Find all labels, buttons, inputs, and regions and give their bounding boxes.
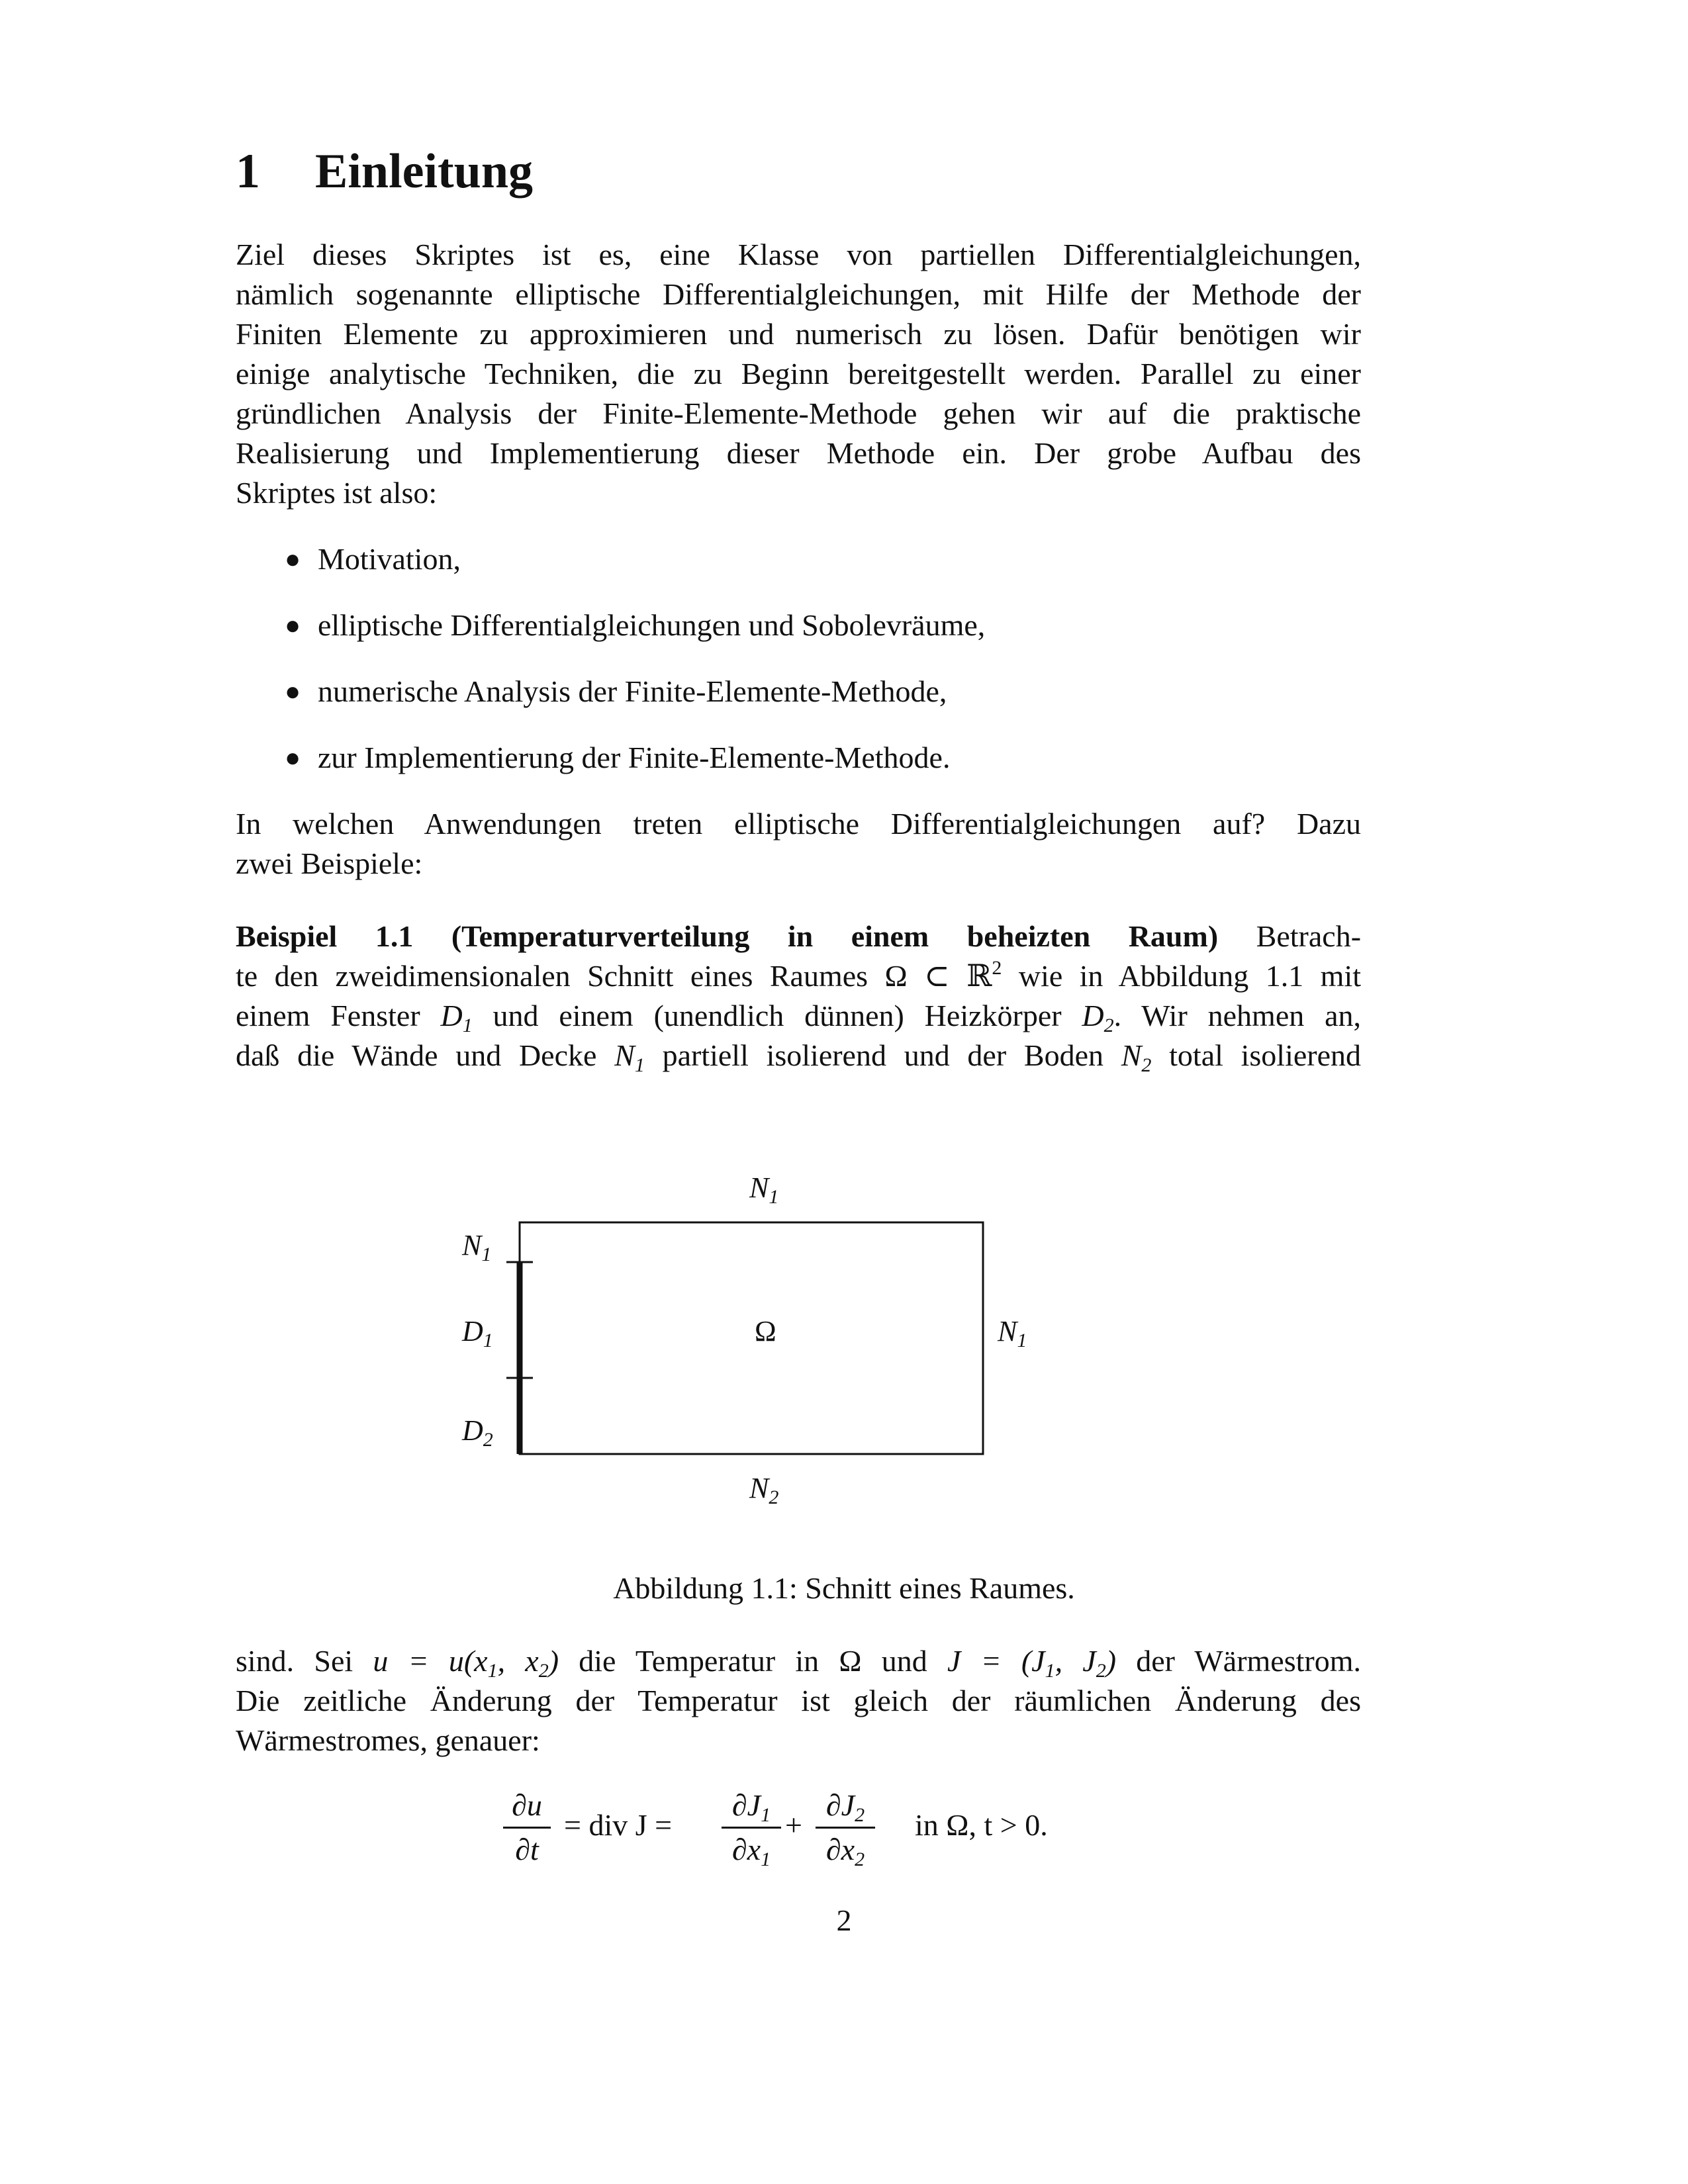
var-letter: D: [440, 999, 463, 1032]
bullet-icon: ●: [285, 610, 301, 640]
expr-part: , J: [1055, 1644, 1096, 1678]
example-text: wie in Abbildung 1.1 mit: [1018, 959, 1361, 993]
subscript: 2: [1103, 1015, 1114, 1036]
bullet-icon: ●: [285, 676, 301, 706]
label-domain: Ω: [755, 1315, 776, 1347]
expr-part: J = (J: [947, 1644, 1045, 1678]
subscript: 1: [487, 1660, 498, 1681]
heatflow-expr: [947, 1644, 1117, 1681]
superscript: 2: [992, 957, 1002, 979]
after-line: [236, 1641, 1361, 1681]
label-letter: N: [749, 1171, 769, 1204]
fraction-numerator: ∂u: [512, 1788, 542, 1822]
after-line: Wärmestromes, genauer:: [236, 1723, 540, 1757]
example-text: einem Fenster: [236, 999, 420, 1032]
fraction-dJ2-dx2: [816, 1787, 875, 1868]
label-radiator: [462, 1414, 493, 1451]
example-text: partiell isolierend und der Boden: [662, 1038, 1103, 1072]
label-letter: D: [462, 1414, 483, 1447]
subscript: 1: [769, 1186, 779, 1208]
fraction-bar: [816, 1827, 875, 1829]
fraction-denominator: [722, 1831, 781, 1868]
fraction-denominator: [816, 1831, 875, 1868]
subscript: 1: [1045, 1660, 1055, 1681]
subscript: 2: [855, 1804, 865, 1826]
subscript: 2: [483, 1429, 493, 1451]
example-text: daß die Wände und Decke: [236, 1038, 597, 1072]
after-text: sind. Sei: [236, 1644, 353, 1678]
expr-part: , x: [497, 1644, 539, 1678]
subscript: 1: [483, 1330, 493, 1351]
label-letter: D: [462, 1315, 483, 1347]
intro-line: Ziel dieses Skriptes ist es, eine Klasse von partiellen Differentialgleichungen,: [236, 238, 1361, 271]
subscript: 1: [1017, 1330, 1027, 1351]
label-window: [462, 1315, 493, 1351]
label-wall-upper: [462, 1229, 492, 1265]
label-ceiling: [749, 1171, 779, 1208]
fraction-denominator: ∂t: [515, 1833, 539, 1866]
label-letter: N: [998, 1315, 1017, 1347]
page-number: 2: [836, 1903, 852, 1937]
fraction-numerator: [816, 1787, 875, 1824]
temperature-expr: [373, 1644, 559, 1681]
list-item-text: Motivation,: [318, 542, 461, 576]
intro-line: nämlich sogenannte elliptische Differentialgleichungen, mit Hilfe der Methode der: [236, 277, 1361, 311]
figure-caption: Abbildung 1.1: Schnitt eines Raumes.: [613, 1571, 1075, 1605]
equation-domain: in Ω, t > 0.: [915, 1808, 1048, 1842]
subscript: 2: [769, 1486, 779, 1508]
room-outline: [520, 1222, 983, 1454]
subscript: 1: [462, 1015, 473, 1036]
list-item-text: elliptische Differentialgleichungen und Sobolevräume,: [318, 608, 986, 642]
subscript: 2: [1096, 1660, 1106, 1681]
section-title: Einleitung: [315, 144, 533, 199]
subscript: 1: [761, 1848, 771, 1870]
example-text: und einem (unendlich dünnen) Heizkörper: [492, 999, 1062, 1032]
subscript: 2: [538, 1660, 549, 1681]
after-text: die Temperatur in Ω und: [579, 1644, 927, 1678]
fraction-numerator: [722, 1787, 781, 1824]
section-number: 1: [236, 144, 260, 199]
example-text: te den zweidimensionalen Schnitt eines Raumes Ω ⊂ ℝ: [236, 959, 992, 993]
intro-line: gründlichen Analysis der Finite-Elemente-Methode gehen wir auf die praktische: [236, 396, 1361, 430]
list-item-text: zur Implementierung der Finite-Elemente-Methode.: [318, 741, 951, 774]
subscript: 1: [481, 1244, 492, 1265]
expr-part: ∂x: [731, 1833, 761, 1866]
list-item-text: numerische Analysis der Finite-Elemente-Methode,: [318, 674, 947, 708]
var-letter: D: [1082, 999, 1104, 1032]
expr-part: u = u(x: [373, 1644, 488, 1678]
fraction-bar: [503, 1827, 551, 1829]
var-letter: N: [1121, 1038, 1142, 1072]
intro-line: Realisierung und Implementierung dieser Methode ein. Der grobe Aufbau des: [236, 436, 1361, 470]
bullet-icon: ●: [285, 743, 301, 772]
question-line: zwei Beispiele:: [236, 846, 423, 880]
equation-middle: = div J =: [564, 1808, 673, 1842]
example-text: total isolierend: [1169, 1038, 1361, 1072]
fraction-du-dt: [503, 1787, 551, 1868]
expr-part: ∂x: [825, 1833, 855, 1866]
subscript: 2: [1141, 1054, 1152, 1075]
question-line: In welchen Anwendungen treten elliptische Differentialgleichungen auf? Dazu: [236, 807, 1361, 841]
bullet-icon: ●: [285, 544, 301, 574]
example-title: (Temperaturverteilung in einem beheizten Raum): [451, 919, 1219, 953]
after-text: der Wärmestrom.: [1136, 1644, 1361, 1678]
intro-line: Skriptes ist also:: [236, 476, 438, 510]
label-letter: N: [749, 1472, 769, 1504]
label-letter: N: [462, 1229, 482, 1261]
expr-part: ∂J: [825, 1788, 855, 1822]
after-line: Die zeitliche Änderung der Temperatur ist gleich der räumlichen Änderung des: [236, 1684, 1361, 1717]
subscript: 1: [634, 1054, 645, 1075]
plus-sign: +: [785, 1808, 802, 1842]
var-letter: N: [614, 1038, 635, 1072]
intro-line: Finiten Elemente zu approximieren und numerisch zu lösen. Dafür benötigen wir: [236, 317, 1361, 351]
fraction-bar: [722, 1827, 781, 1829]
after-figure-paragraph: [236, 1641, 1361, 1760]
example-text: . Wir nehmen an,: [1113, 999, 1361, 1032]
example-text: Betrach-: [1256, 919, 1361, 953]
expr-part: ): [548, 1644, 559, 1678]
subscript: 1: [761, 1804, 771, 1826]
example-label: Beispiel 1.1: [236, 919, 414, 953]
expr-part: ∂J: [731, 1788, 761, 1822]
fraction-dJ1-dx1: [722, 1787, 781, 1868]
intro-line: einige analytische Techniken, die zu Beginn bereitgestellt werden. Parallel zu einer: [236, 357, 1361, 390]
expr-part: ): [1105, 1644, 1117, 1678]
label-wall-right: [998, 1315, 1027, 1351]
label-floor: [749, 1472, 779, 1508]
subscript: 2: [855, 1848, 865, 1870]
heat-equation: [0, 1787, 1688, 1893]
